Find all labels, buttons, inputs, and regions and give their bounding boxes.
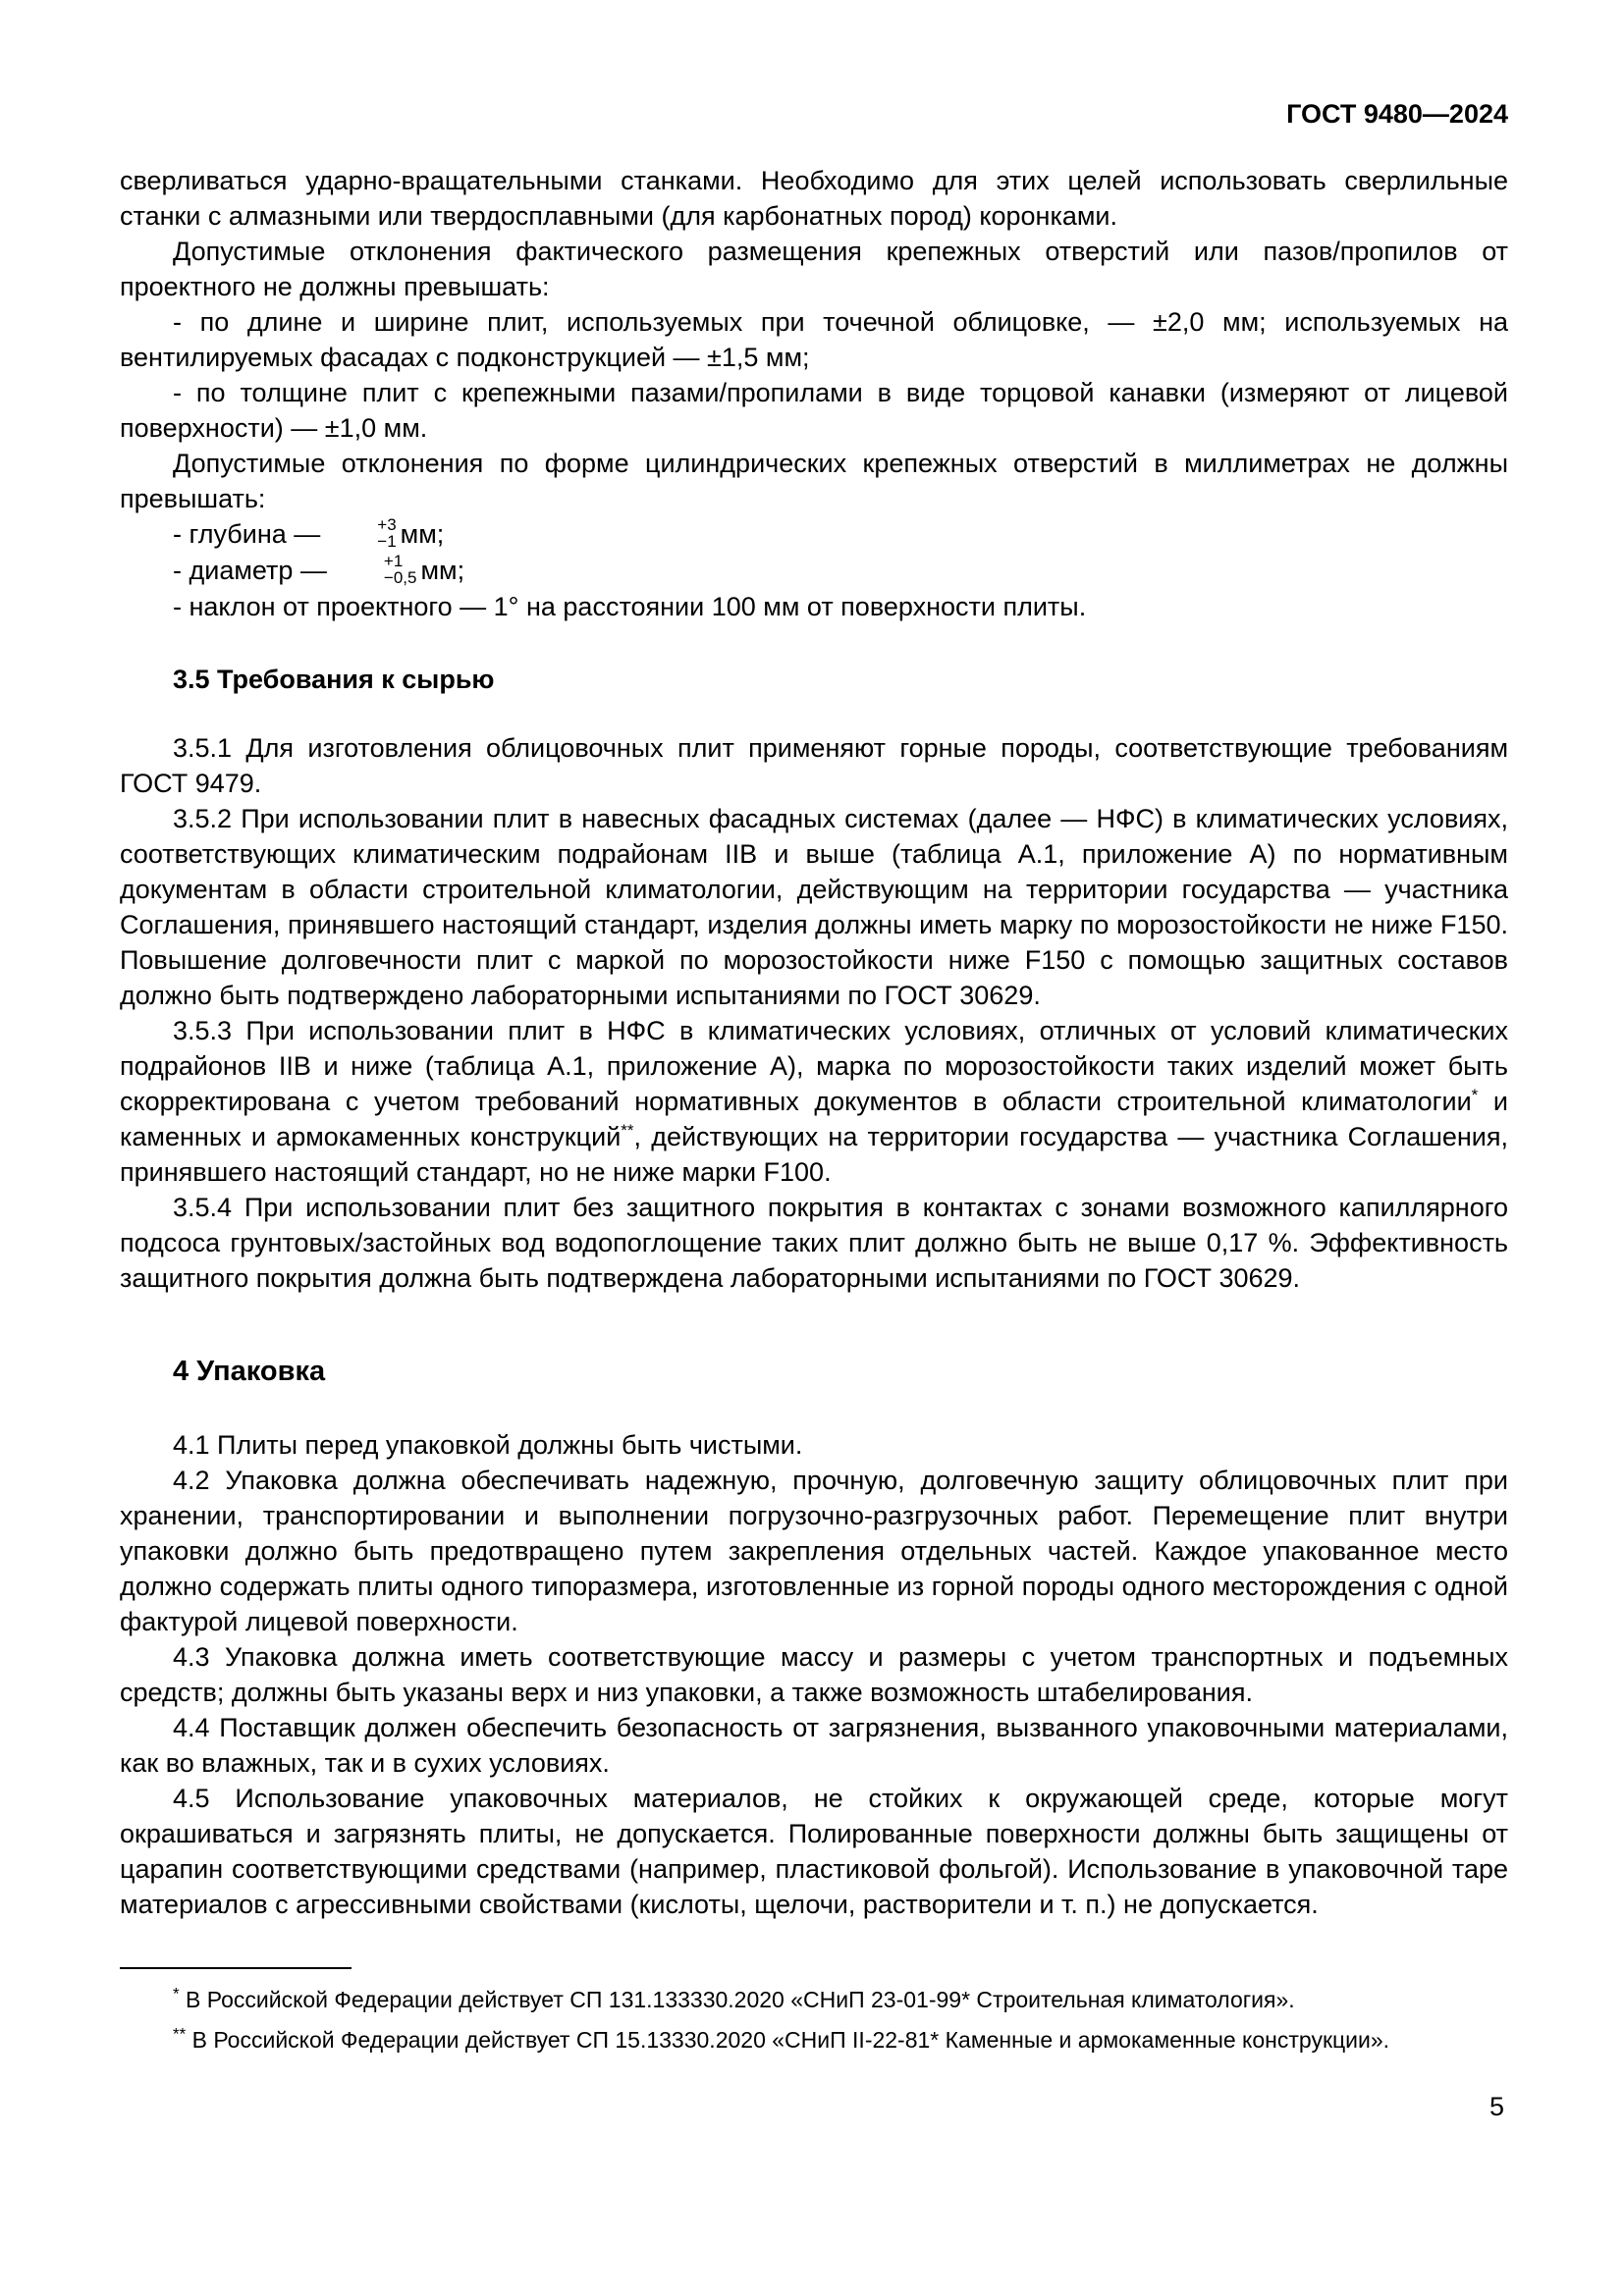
footnote-1 [120, 1985, 1508, 2015]
paragraph-holes-intro: Допустимые отклонения по форме цилиндрических крепежных отверстий в миллиметрах не должны превышать: [120, 449, 1508, 513]
paragraph-3-5-4: 3.5.4 При использовании плит без защитного покрытия в контактах с зонами возможного капиллярного подсоса грунтовых/застойных вод водопоглощение таких плит должно быть не выше 0,17 %. Эффективность защитного покрытия должна быть подтверждена лабораторными испытаниями по ГОСТ 30629. [120, 1192, 1508, 1293]
paragraph-intro: сверливаться ударно-вращательными станками. Необходимо для этих целей использовать сверлильные станки с алмазными или твердосплавными (для карбонатных пород) коронками. [120, 166, 1508, 231]
footnotes-block [120, 1967, 1508, 2056]
list-item-incline: - наклон от проектного — 1° на расстоянии 100 мм от поверхности плиты. [173, 591, 1087, 621]
tolerance-diameter [331, 553, 417, 586]
list-item-diameter [120, 553, 1508, 589]
paragraph-3-5-3 [120, 1013, 1508, 1190]
paragraph-4-5: 4.5 Использование упаковочных материалов, не стойких к окружающей среде, которые могут окрашиваться и загрязнять плиты, не допускается. Полированные поверхности должны быть защищены от царапин соответствующими средствами (например, пластиковой фольгой). Использование в упаковочной таре материалов с агрессивными свойствами (кислоты, щелочи, растворители и т. п.) не допускается. [120, 1783, 1508, 1919]
document-code: ГОСТ 9480—2024 [1286, 99, 1508, 129]
list-item-diameter-lead: - диаметр — [173, 555, 327, 585]
footnote-2-marker: ** [173, 2024, 187, 2044]
paragraph-4-2: 4.2 Упаковка должна обеспечивать надежную, прочную, долговечную защиту облицовочных плит при хранении, транспортировании и выполнении погрузочно-разгрузочных работ. Перемещение плит внутри упаковки должно быть предотвращено путем закрепления отдельных частей. Каждое упакованное место должно содержать плиты одного типоразмера, изготовленные из горной породы одного месторождения с одной фактурой лицевой поверхности. [120, 1465, 1508, 1636]
footnote-ref-2: ** [621, 1120, 634, 1140]
footnote-2-text: В Российской Федерации действует СП 15.13330.2020 «СНиП II-22-81* Каменные и армокаменные конструкции». [186, 2026, 1390, 2053]
paragraph-3-5-2: 3.5.2 При использовании плит в навесных фасадных системах (далее — НФС) в климатических условиях, соответствующих климатическим подрайонам IIВ и выше (таблица А.1, приложение А) по нормативным документам в области строительной климатологии, действующим на территории государства — участника Соглашения, принявшего настоящий стандарт, изделия должны иметь марку по морозостойкости не ниже F150. Повышение долговечности плит с маркой по морозостойкости ниже F150 с помощью защитных составов должно быть подтверждено лабораторными испытаниями по ГОСТ 30629. [120, 803, 1508, 1010]
paragraph-4-1: 4.1 Плиты перед упаковкой должны быть чистыми. [173, 1429, 803, 1460]
document-body [120, 163, 1508, 1922]
list-item-length-width: - по длине и ширине плит, используемых при точечной облицовке, — ±2,0 мм; используемых на вентилируемых фасадах с подконструкцией — ±1,5 мм; [120, 307, 1508, 372]
footnote-separator [120, 1967, 352, 1969]
tolerance-diameter-upper: +1 [383, 551, 404, 570]
paragraph-4-4: 4.4 Поставщик должен обеспечить безопасность от загрязнения, вызванного упаковочными материалами, как во влажных, так и в сухих условиях. [120, 1712, 1508, 1778]
paragraph-3-5-3-text-1: 3.5.3 При использовании плит в НФС в климатических условиях, отличных от условий климатических подрайонов IIВ и ниже (таблица А.1, приложение А), марка по морозостойкости таких изделий может быть скорректирована с учетом требований нормативных документов в области строительной климатологии [120, 1015, 1508, 1116]
tolerance-diameter-lower: −0,5 [383, 567, 417, 587]
tolerance-depth-lower: −1 [377, 531, 397, 551]
paragraph-deviations-intro: Допустимые отклонения фактического размещения крепежных отверстий или пазов/пропилов от проектного не должны превышать: [120, 237, 1508, 301]
footnote-2 [120, 2025, 1508, 2056]
tolerance-depth-upper: +3 [377, 514, 397, 534]
page-number: 5 [1489, 2091, 1504, 2121]
list-item-diameter-tail: мм; [420, 555, 465, 585]
paragraph-4-3: 4.3 Упаковка должна иметь соответствующие массу и размеры с учетом транспортных и подъемных средств; должны быть указаны верх и низ упаковки, а также возможность штабелирования. [120, 1641, 1508, 1707]
paragraph-3-5-1: 3.5.1 Для изготовления облицовочных плит применяют горные породы, соответствующие требованиям ГОСТ 9479. [120, 732, 1508, 798]
list-item-depth-lead: - глубина — [173, 519, 321, 549]
footnote-1-text: В Российской Федерации действует СП 131.133330.2020 «СНиП 23-01-99* Строительная климатология». [179, 1986, 1295, 2012]
footnote-1-marker: * [173, 1984, 180, 2003]
paragraph-3-5-3-text-2: и каменных и армокаменных конструкций [120, 1086, 1508, 1151]
list-item-thickness: - по толщине плит с крепежными пазами/пропилами в виде торцовой канавки (измеряют от лицевой поверхности) — ±1,0 мм. [120, 378, 1508, 443]
heading-4: 4 Упаковка [173, 1355, 326, 1387]
paragraph-3-5-3-text-3: , действующих на территории государства — участника Соглашения, принявшего настоящий стандарт, но не ниже марки F100. [120, 1121, 1509, 1187]
list-item-depth-tail: мм; [400, 519, 445, 549]
footnote-ref-1: * [1471, 1085, 1479, 1104]
heading-3-5: 3.5 Требования к сырью [173, 664, 495, 694]
list-item-depth [120, 516, 1508, 553]
tolerance-depth [324, 516, 396, 550]
